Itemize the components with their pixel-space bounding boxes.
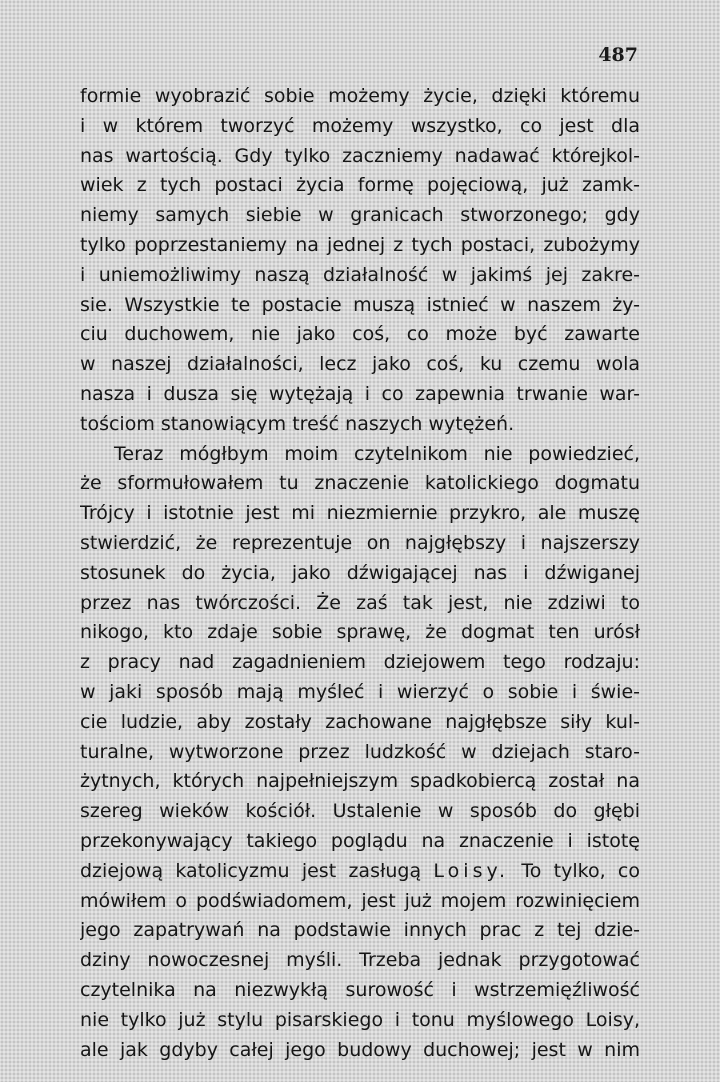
text-line: Teraz mógłbym moim czytelnikom nie powiedzieć, (114, 442, 640, 465)
text-line: żytnych, których najpełniejszym spadkobiercą został na (80, 770, 640, 793)
text-line: że sformułowałem tu znaczenie katolickiego dogmatu (80, 472, 640, 495)
text-fragment: dziejową katolicyzmu jest zasługą (80, 859, 422, 882)
text-line: w naszej działalności, lecz jako coś, ku czemu wola (80, 353, 640, 376)
text-line: nikogo, kto zdaje sobie sprawę, że dogmat ten urósł (80, 621, 640, 644)
text-line: ciu duchowem, nie jako coś, co może być zawarte (80, 323, 640, 346)
text-line: sie. Wszystkie te postacie muszą istnieć w naszem ży- (80, 293, 640, 316)
text-line: czytelnika na niezwykłą surowość i wstrzemięźliwość (80, 978, 640, 1001)
text-line: i w którem tworzyć możemy wszystko, co jest dla (80, 114, 640, 137)
text-line: tościom stanowiącym treść naszych wytężeń. (80, 412, 515, 435)
body-text (80, 82, 640, 1065)
text-line: stosunek do życia, jako dźwigającej nas i dźwiganej (80, 561, 640, 584)
text-line: Trójcy i istotnie jest mi niezmiernie przykro, ale muszę (80, 502, 640, 525)
text-line: w jaki sposób mają myśleć i wierzyć o sobie i świe- (80, 680, 640, 703)
text-line: nie tylko już stylu pisarskiego i tonu myślowego Loisy, (80, 1008, 640, 1031)
author-name-spaced: Loisy. (433, 859, 510, 882)
text-line: nas wartością. Gdy tylko zaczniemy nadawać którejkol- (80, 144, 640, 167)
page-number: 487 (598, 44, 638, 66)
text-line: cie ludzie, aby zostały zachowane najgłębsze siły kul- (80, 710, 640, 733)
text-line: stwierdzić, że reprezentuje on najgłębszy i najszerszy (80, 531, 640, 554)
text-line: formie wyobrazić sobie możemy życie, dzięki któremu (80, 85, 640, 107)
text-line: tylko poprzestaniemy na jednej z tych postaci, zubożymy (80, 233, 640, 256)
text-line: ale jak gdyby całej jego budowy duchowej; jest w nim (80, 1038, 640, 1061)
text-line: niemy samych siebie w granicach stworzonego; gdy (80, 204, 640, 227)
text-line: wiek z tych postaci życia formę pojęciową, już zamk- (80, 174, 640, 197)
text-line: jego zapatrywań na podstawie innych prac z tej dzie- (80, 919, 640, 942)
paragraph-2 (80, 440, 640, 1066)
text-line: przez nas twórczości. Że zaś tak jest, nie zdziwi to (80, 591, 640, 614)
text-line: turalne, wytworzone przez ludzkość w dziejach staro- (80, 740, 640, 763)
text-fragment: To tylko, co (521, 859, 640, 882)
text-line: mówiłem o podświadomem, jest już mojem rozwinięciem (80, 889, 640, 912)
text-line: z pracy nad zagadnieniem dziejowem tego rodzaju: (80, 651, 640, 674)
text-line: dziny nowoczesnej myśli. Trzeba jednak przygotować (80, 949, 640, 972)
text-line: i uniemożliwimy naszą działalność w jakimś jej zakre- (80, 263, 640, 286)
text-line: przekonywający takiego poglądu na znaczenie i istotę (80, 829, 640, 852)
paragraph-1 (80, 82, 640, 440)
text-line: szereg wieków kościół. Ustalenie w sposób do głębi (80, 800, 640, 823)
text-line: nasza i dusza się wytężają i co zapewnia trwanie war- (80, 382, 640, 405)
text-line-with-spaced-name (80, 857, 640, 887)
